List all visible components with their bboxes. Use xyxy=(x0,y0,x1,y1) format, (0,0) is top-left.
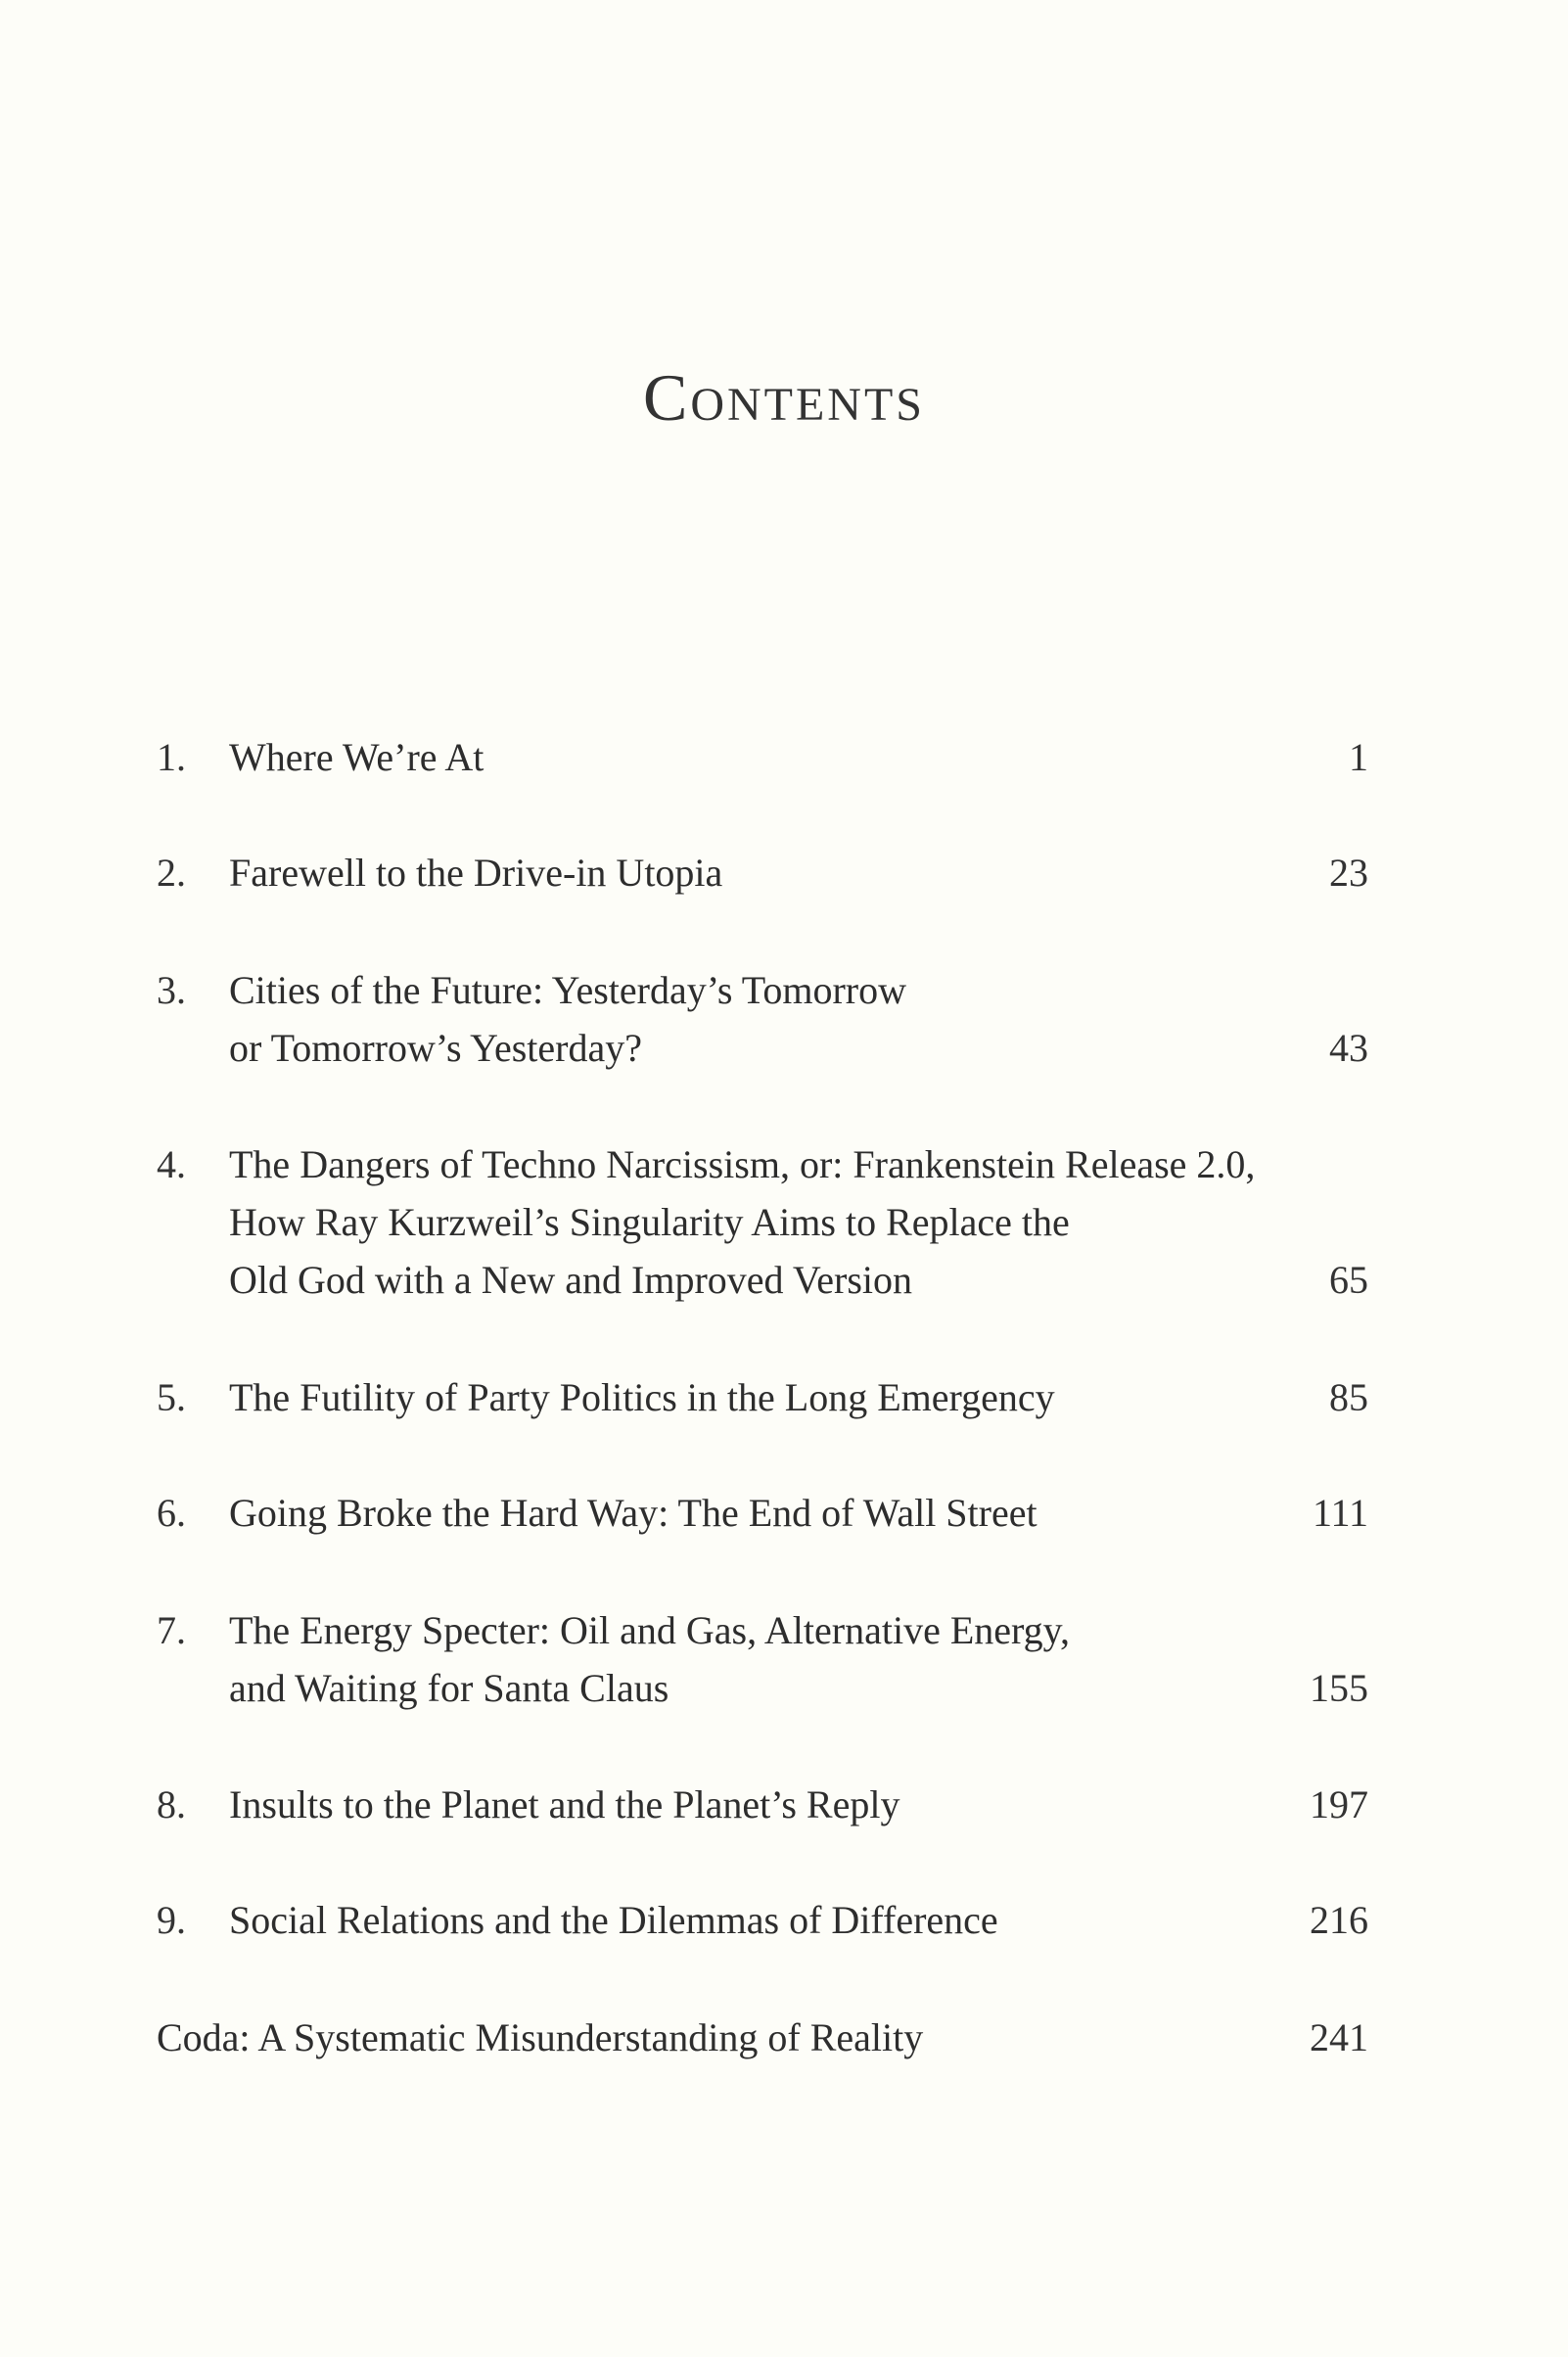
chapter-title-line: Going Broke the Hard Way: The End of Wall Street xyxy=(229,1491,1038,1535)
chapter-title-line: The Dangers of Techno Narcissism, or: Frankenstein Release 2.0, xyxy=(229,1142,1256,1186)
chapter-number: 9. xyxy=(157,1898,186,1942)
coda-title-line: Coda: A Systematic Misunderstanding of Reality xyxy=(157,2015,924,2059)
page-number: 111 xyxy=(1312,1491,1368,1535)
chapter-number: 4. xyxy=(157,1142,186,1186)
coda-title xyxy=(157,2009,1272,2066)
chapter-title xyxy=(229,1601,1345,1717)
chapter-title xyxy=(229,1368,1345,1426)
page-number: 85 xyxy=(1329,1375,1368,1419)
page-number: 216 xyxy=(1310,1898,1368,1942)
chapter-title-line: Social Relations and the Dilemmas of Difference xyxy=(229,1898,998,1942)
chapter-title-line: and Waiting for Santa Claus xyxy=(229,1666,669,1710)
chapter-number: 8. xyxy=(157,1782,186,1826)
chapter-title xyxy=(229,844,1345,901)
page-number: 197 xyxy=(1310,1782,1368,1826)
page-number: 241 xyxy=(1310,2015,1368,2059)
page-number: 1 xyxy=(1349,735,1368,779)
chapter-title-line: Farewell to the Drive-in Utopia xyxy=(229,851,723,895)
page-number: 23 xyxy=(1329,851,1368,895)
chapter-title-line: The Futility of Party Politics in the Long Emergency xyxy=(229,1375,1055,1419)
chapter-title-line: How Ray Kurzweil’s Singularity Aims to Replace the xyxy=(229,1200,1070,1244)
chapter-title xyxy=(229,961,1345,1077)
chapter-number: 3. xyxy=(157,968,186,1012)
chapter-title-line: Insults to the Planet and the Planet’s Reply xyxy=(229,1782,900,1826)
page-title: Contents xyxy=(642,360,925,435)
chapter-title xyxy=(229,1776,1345,1833)
chapter-number: 7. xyxy=(157,1608,186,1652)
chapter-title-line: or Tomorrow’s Yesterday? xyxy=(229,1026,642,1070)
chapter-number: 1. xyxy=(157,735,186,779)
chapter-number: 2. xyxy=(157,851,186,895)
page-number: 43 xyxy=(1329,1026,1368,1070)
chapter-title xyxy=(229,728,1345,786)
page-number: 65 xyxy=(1329,1258,1368,1302)
page-number: 155 xyxy=(1310,1666,1368,1710)
chapter-title xyxy=(229,1135,1345,1309)
chapter-title xyxy=(229,1484,1345,1542)
chapter-title xyxy=(229,1891,1345,1949)
chapter-number: 5. xyxy=(157,1375,186,1419)
chapter-title-line: The Energy Specter: Oil and Gas, Alternative Energy, xyxy=(229,1608,1071,1652)
chapter-title-line: Where We’re At xyxy=(229,735,484,779)
chapter-title-line: Cities of the Future: Yesterday’s Tomorrow xyxy=(229,968,906,1012)
chapter-title-line: Old God with a New and Improved Version xyxy=(229,1258,913,1302)
chapter-number: 6. xyxy=(157,1491,186,1535)
